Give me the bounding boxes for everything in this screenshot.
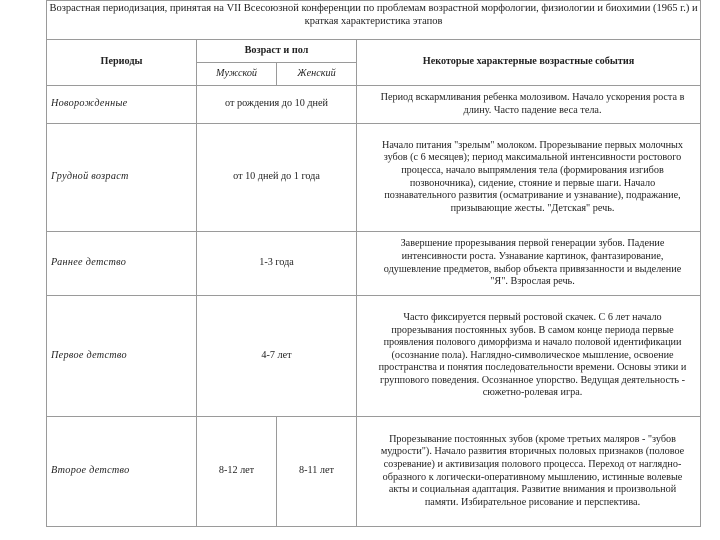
period-cell: Второе детство	[47, 417, 197, 527]
age-cell: 4-7 лет	[197, 296, 357, 417]
age-male-cell: 8-12 лет	[197, 417, 277, 527]
events-cell: Период вскармливания ребенка молозивом. Начало ускорения роста в длину. Часто падение веса тела.	[357, 86, 701, 124]
header-events: Некоторые характерные возрастные события	[357, 40, 701, 86]
table-row	[47, 296, 701, 417]
table-row	[47, 417, 701, 527]
table-title: Возрастная периодизация, принятая на VII Всесоюзной конференции по проблемам возрастной морфологии, физиологии и биохимии (1965 г.) и краткая характеристика этапов	[47, 1, 701, 40]
age-cell: 1-3 года	[197, 232, 357, 296]
table-row	[47, 86, 701, 124]
period-cell: Грудной возраст	[47, 124, 197, 232]
table-row	[47, 124, 701, 232]
header-row	[47, 40, 701, 63]
period-cell: Новорожденные	[47, 86, 197, 124]
period-cell: Первое детство	[47, 296, 197, 417]
age-cell: от рождения до 10 дней	[197, 86, 357, 124]
header-female: Женский	[277, 63, 357, 86]
events-cell: Начало питания "зрелым" молоком. Прорезывание первых молочных зубов (с 6 месяцев); период максимальной интенсивности ростового процесса, начало выпрямления тела (формирования изгибов позвоночника), сидение, стояние и первые шаги. Начало познавательного развития (осматривание и узнавание), подражание, призывающие жесты. "Детская" речь.	[357, 124, 701, 232]
age-periodization-table	[46, 0, 701, 527]
events-cell: Часто фиксируется первый ростовой скачек. С 6 лет начало прорезывания постоянных зубов. В самом конце периода первые проявления полового диморфизма и начало половой идентификации (осознание пола). Наглядно-символическое мышление, освоение пространства и понятия последовательности времени. Основы этики и группового поведения. Осознанное упорство. Ведущая деятельность - сюжетно-ролевая игра.	[357, 296, 701, 417]
age-female-cell: 8-11 лет	[277, 417, 357, 527]
title-row	[47, 1, 701, 40]
events-cell: Прорезывание постоянных зубов (кроме третьих маляров - "зубов мудрости"). Начало развития вторичных половых признаков (половое созревание) и активизация полового процесса. Переход от наглядно-образного к логически-оперативному мышлению, истинные волевые акты и социальная адаптация. Развитие внимания и произвольной памяти. Избирательное рисование и перспектива.	[357, 417, 701, 527]
period-cell: Раннее детство	[47, 232, 197, 296]
table-row	[47, 232, 701, 296]
age-cell: от 10 дней до 1 года	[197, 124, 357, 232]
header-periods: Периоды	[47, 40, 197, 86]
header-age-and-sex: Возраст и пол	[197, 40, 357, 63]
document-page	[46, 0, 700, 530]
events-cell: Завершение прорезывания первой генерации зубов. Падение интенсивности роста. Узнавание картинок, фантазирование, одушевление предметов, выбор объекта привязанности и выделение "Я". Взрослая речь.	[357, 232, 701, 296]
header-male: Мужской	[197, 63, 277, 86]
